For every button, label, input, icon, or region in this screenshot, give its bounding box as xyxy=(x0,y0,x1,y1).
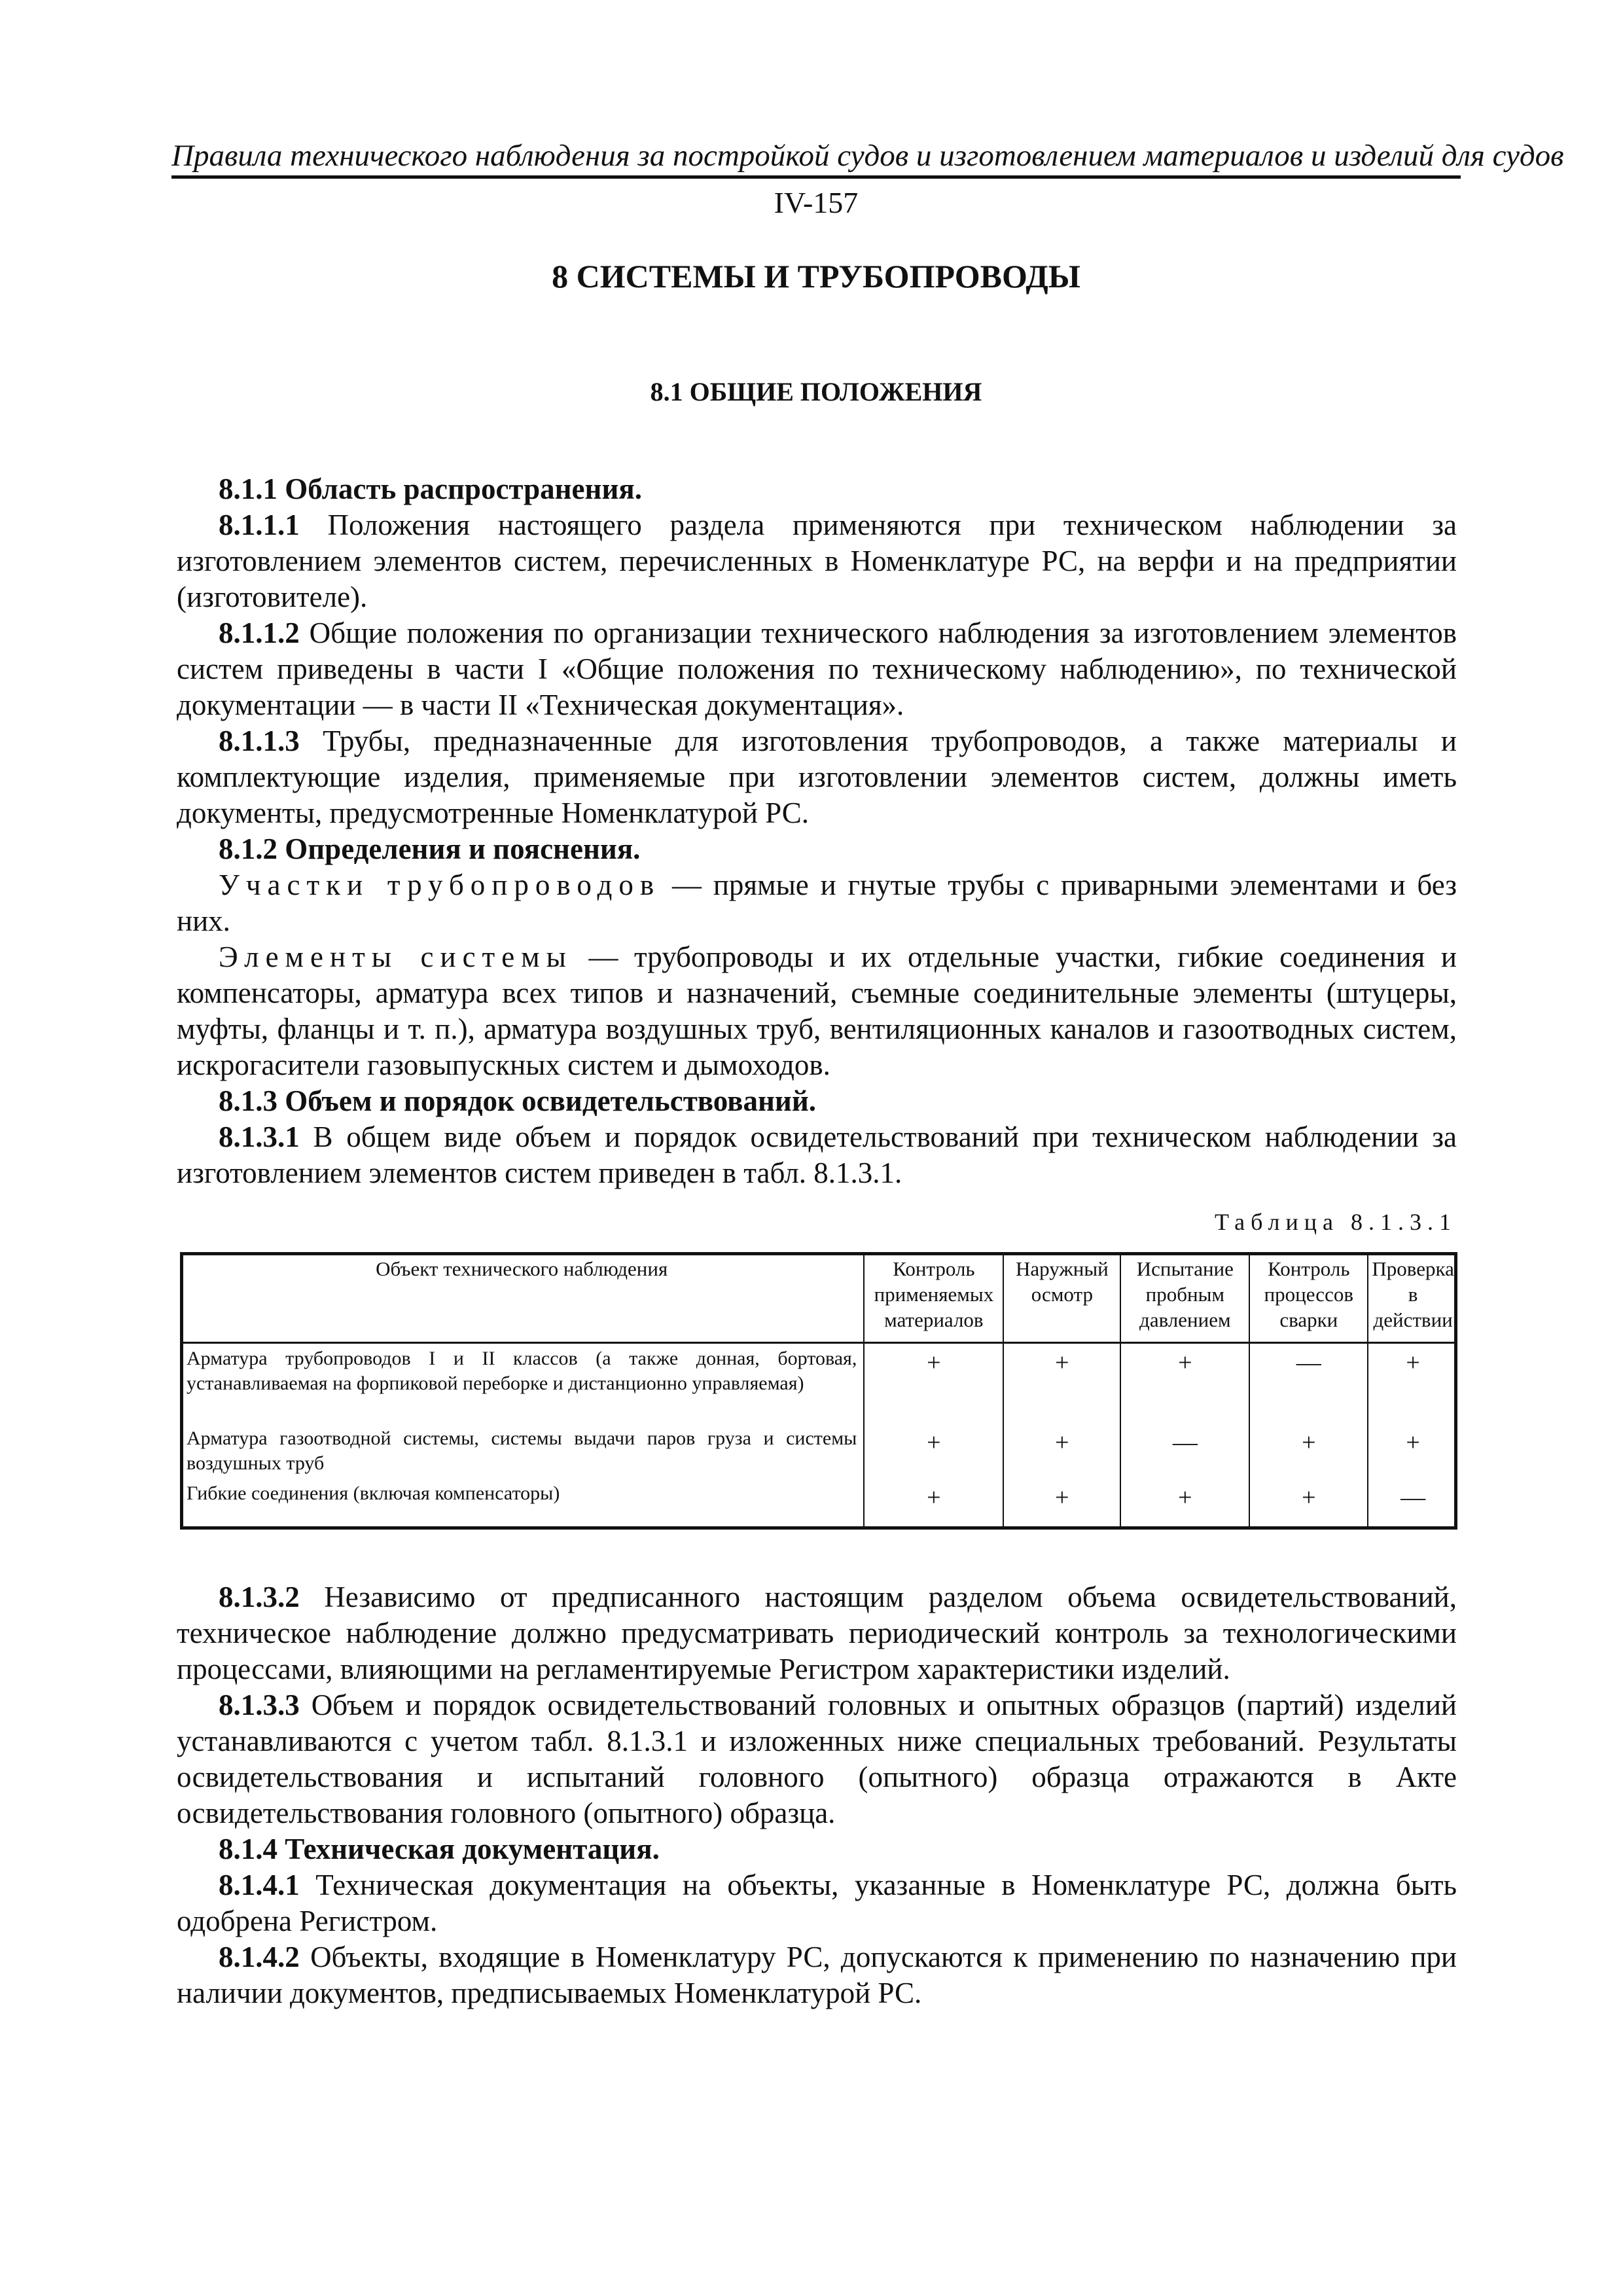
object-cell: Гибкие соединения (включая компенсаторы) xyxy=(187,1482,560,1504)
table-caption: Таблица 8.1.3.1 xyxy=(1215,1209,1457,1235)
definition-pipeline-sections xyxy=(177,867,1457,939)
paragraph-8-1-1-3 xyxy=(177,723,1457,831)
mark-cell: — xyxy=(1368,1479,1457,1530)
paragraph-8-1-3-3 xyxy=(177,1687,1457,1831)
mark-cell: + xyxy=(1368,1342,1457,1424)
paragraph-8-1-3-2 xyxy=(177,1579,1457,1687)
paragraph-number: 8.1.1.2 xyxy=(219,617,300,649)
paragraph-number: 8.1.1.1 xyxy=(219,509,300,541)
definition-system-elements xyxy=(177,939,1457,1083)
running-header: Правила технического наблюдения за постройкой судов и изготовлением материалов и изделий для судов xyxy=(171,139,1564,173)
mark-cell: — xyxy=(1249,1342,1368,1424)
defined-term: Элементы системы xyxy=(219,941,573,973)
object-cell: Арматура трубопроводов I и II классов (а также донная, бортовая, устанавливаемая на форпиковой переборке и дистанционно управляемая) xyxy=(187,1347,857,1394)
chapter-title: 8 СИСТЕМЫ И ТРУБОПРОВОДЫ xyxy=(552,258,1080,295)
mark-cell: + xyxy=(1003,1424,1120,1479)
mark-cell: + xyxy=(864,1479,1003,1530)
paragraph-number: 8.1.4.1 xyxy=(219,1869,300,1901)
heading-text: 8.1.1 Область распространения. xyxy=(219,473,642,505)
heading-8-1-4 xyxy=(177,1831,1457,1867)
header-cell: Контроль применяемых материалов xyxy=(864,1252,1003,1342)
mark-cell: + xyxy=(864,1424,1003,1479)
paragraph-text: Объекты, входящие в Номенклатуру РС, допускаются к применению по назначению при наличии документов, предписываемых Номенклатурой РС. xyxy=(177,1941,1457,2009)
heading-8-1-3 xyxy=(177,1083,1457,1119)
paragraph-number: 8.1.3.2 xyxy=(219,1581,300,1613)
paragraph-text: Объем и порядок освидетельствований головных и опытных образцов (партий) изделий устанавливаются с учетом табл. 8.1.3.1 и изложенных ниже специальных требований. Результаты освидетельствования и испытаний головного (опытного) образца отражаются в Акте освидетельствования головного (опытного) образца. xyxy=(177,1689,1457,1829)
body-text-top xyxy=(177,471,1457,1191)
table-outer-border xyxy=(180,1252,1457,1530)
heading-text: 8.1.4 Техническая документация. xyxy=(219,1833,660,1865)
paragraph-text: Положения настоящего раздела применяются при техническом наблюдении за изготовлением элементов систем, перечисленных в Номенклатуре РС, на верфи и на предприятии (изготовителе). xyxy=(177,509,1457,613)
header-rule xyxy=(171,175,1461,179)
body-text-bottom xyxy=(177,1579,1457,2011)
header-cell: Проверка в действии xyxy=(1368,1252,1457,1342)
mark-cell: + xyxy=(1368,1424,1457,1479)
paragraph-text: Техническая документация на объекты, указанные в Номенклатуре РС, должна быть одобрена Регистром. xyxy=(177,1869,1457,1937)
paragraph-number: 8.1.4.2 xyxy=(219,1941,300,1973)
mark-cell: + xyxy=(1249,1424,1368,1479)
heading-text: 8.1.3 Объем и порядок освидетельствований. xyxy=(219,1085,817,1117)
paragraph-8-1-4-1 xyxy=(177,1867,1457,1939)
definition-text: — прямые и гнутые трубы с приварными элементами и без них. xyxy=(177,869,1457,937)
heading-8-1-1 xyxy=(177,471,1457,507)
header-cell: Испытание пробным давлением xyxy=(1120,1252,1249,1342)
mark-cell: + xyxy=(864,1342,1003,1424)
paragraph-text: Независимо от предписанного настоящим разделом объема освидетельствований, техническое наблюдение должно предусматривать периодический контроль за технологическими процессами, влияющими на регламентируемые Регистром характеристики изделий. xyxy=(177,1581,1457,1685)
page-number: IV-157 xyxy=(774,186,859,219)
header-cell: Контроль процессов сварки xyxy=(1249,1252,1368,1342)
mark-cell: + xyxy=(1003,1342,1120,1424)
defined-term: Участки трубопроводов xyxy=(219,869,661,901)
paragraph-8-1-3-1 xyxy=(177,1119,1457,1191)
paragraph-8-1-1-1 xyxy=(177,507,1457,615)
section-title: 8.1 ОБЩИЕ ПОЛОЖЕНИЯ xyxy=(650,377,982,406)
paragraph-number: 8.1.3.1 xyxy=(219,1121,300,1153)
paragraph-number: 8.1.1.3 xyxy=(219,725,300,757)
object-cell: Арматура газоотводной системы, системы выдачи паров груза и системы воздушных труб xyxy=(187,1427,857,1474)
paragraph-text: В общем виде объем и порядок освидетельствований при техническом наблюдении за изготовлением элементов систем приведен в табл. 8.1.3.1. xyxy=(177,1121,1457,1189)
definition-text: — трубопроводы и их отдельные участки, гибкие соединения и компенсаторы, арматура всех типов и назначений, съемные соединительные элементы (штуцеры, муфты, фланцы и т. п.), арматура воздушных труб, вентиляционных каналов и газоотводных систем, искрогасители газовыпускных систем и дымоходов. xyxy=(177,941,1457,1081)
mark-cell: + xyxy=(1003,1479,1120,1530)
header-cell: Объект технического наблюдения xyxy=(180,1252,864,1342)
mark-cell: + xyxy=(1249,1479,1368,1530)
heading-8-1-2 xyxy=(177,831,1457,867)
mark-cell: + xyxy=(1120,1479,1249,1530)
mark-cell: + xyxy=(1120,1342,1249,1424)
header-cell: Наружный осмотр xyxy=(1003,1252,1120,1342)
heading-text: 8.1.2 Определения и пояснения. xyxy=(219,833,641,865)
paragraph-8-1-4-2 xyxy=(177,1939,1457,2011)
paragraph-8-1-1-2 xyxy=(177,615,1457,723)
mark-cell: — xyxy=(1120,1424,1249,1479)
paragraph-number: 8.1.3.3 xyxy=(219,1689,300,1721)
paragraph-text: Общие положения по организации технического наблюдения за изготовлением элементов систем приведены в части I «Общие положения по техническому наблюдению», по технической документации — в части II «Техническая документация». xyxy=(177,617,1457,721)
paragraph-text: Трубы, предназначенные для изготовления трубопроводов, а также материалы и комплектующие изделия, применяемые при изготовлении элементов систем, должны иметь документы, предусмотренные Номенклатурой РС. xyxy=(177,725,1457,829)
